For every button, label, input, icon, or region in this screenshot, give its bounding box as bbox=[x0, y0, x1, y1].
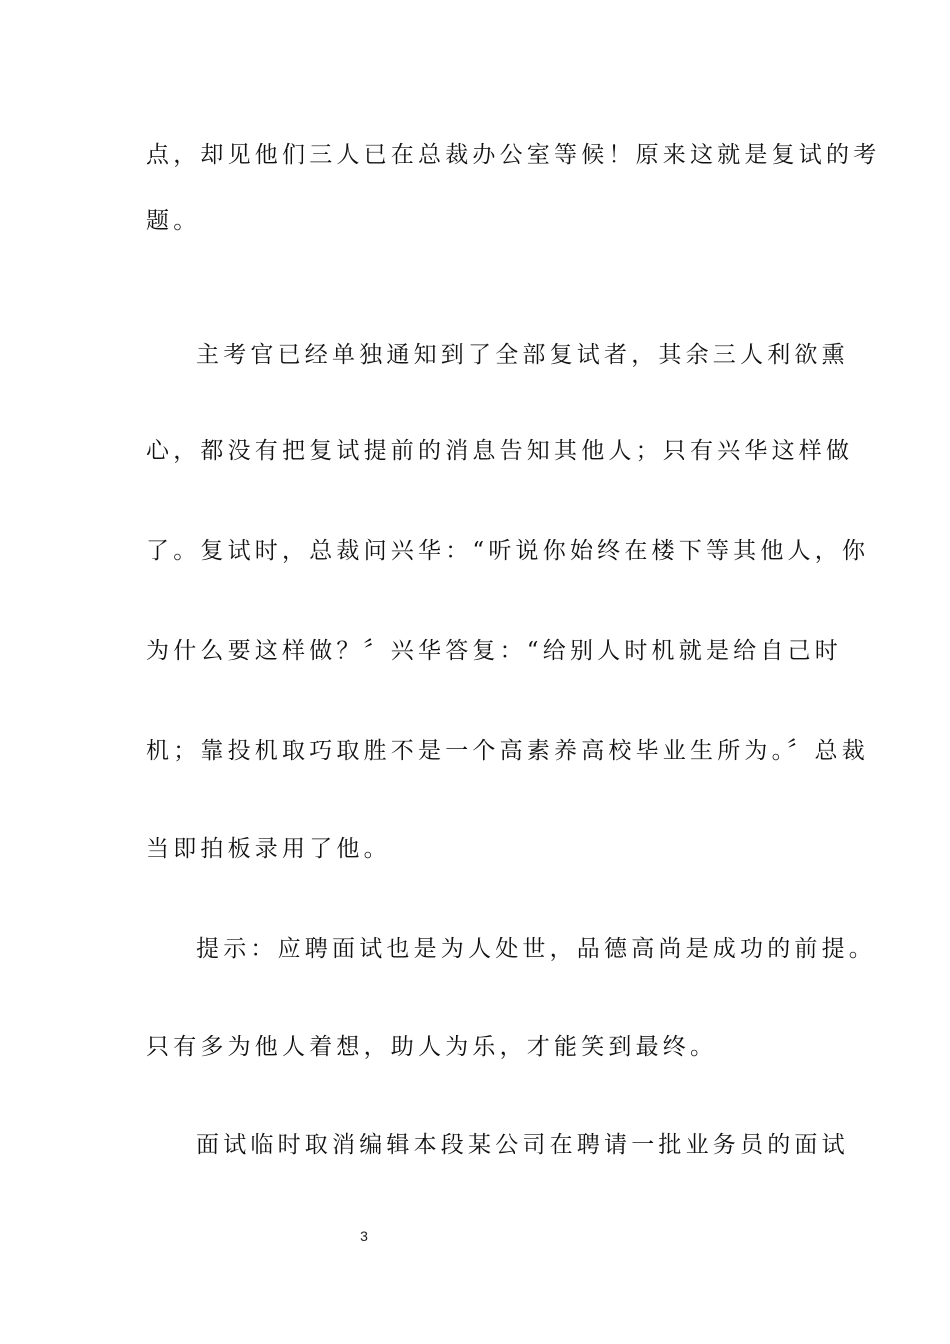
paragraph-2-line-2: 心，都没有把复试提前的消息告知其他人；只有兴华这样做 bbox=[146, 438, 854, 464]
page-number: 3 bbox=[360, 1228, 368, 1244]
paragraph-2-line-6: 当即拍板录用了他。 bbox=[146, 836, 391, 862]
paragraph-2-line-1: 主考官已经单独通知到了全部复试者，其余三人利欲熏 bbox=[196, 342, 849, 368]
paragraph-1-line-1: 点，却见他们三人已在总裁办公室等候！原来这就是复试的考 bbox=[146, 142, 881, 168]
paragraph-3-line-1: 提示：应聘面试也是为人处世，品德高尚是成功的前提。 bbox=[196, 936, 876, 962]
paragraph-3-line-2: 只有多为他人着想，助人为乐，才能笑到最终。 bbox=[146, 1034, 718, 1060]
paragraph-4-line-1: 面试临时取消编辑本段某公司在聘请一批业务员的面试 bbox=[196, 1132, 849, 1158]
paragraph-2-line-5: 机；靠投机取巧取胜不是一个高素养高校毕业生所为。〞总裁 bbox=[146, 738, 869, 764]
paragraph-1-line-2: 题。 bbox=[146, 208, 201, 234]
paragraph-2-line-4: 为什么要这样做？〞兴华答复：“给别人时机就是给自己时 bbox=[146, 638, 842, 664]
paragraph-2-line-3: 了。复试时，总裁问兴华：“听说你始终在楼下等其他人，你 bbox=[146, 538, 870, 564]
